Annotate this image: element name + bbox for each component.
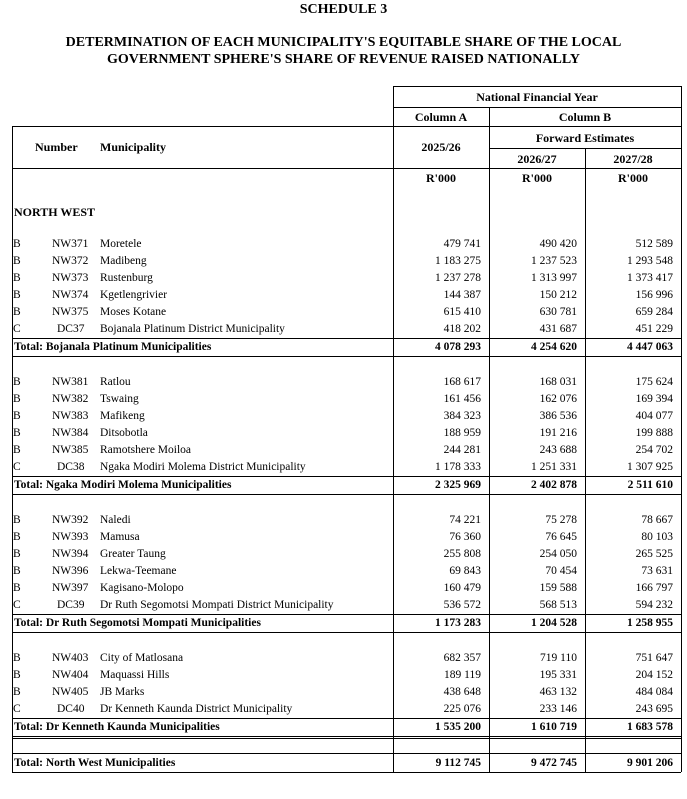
column-b1-value: 386 536 [539,410,577,422]
page-title-line-1: DETERMINATION OF EACH MUNICIPALITY'S EQUITABLE SHARE OF THE LOCAL [65,35,622,50]
column-b2-value: 243 695 [635,703,673,715]
column-b1-value: 490 420 [539,238,577,250]
column-b2-value: 169 394 [635,393,673,405]
column-a-value: 160 479 [443,582,481,594]
municipality-name-cell: Tswaing [100,393,139,405]
category-cell: B [13,531,21,543]
total-rule-bottom [12,632,681,633]
total-rule-top [12,476,681,477]
column-b1-value: 233 146 [539,703,577,715]
total-rule-bottom [12,356,681,357]
column-b2-value: 254 702 [635,444,673,456]
rule [12,126,13,772]
column-b1-value: 463 132 [539,686,577,698]
rule [489,107,490,772]
category-cell: B [13,669,21,681]
year-column-b2: 2027/28 [613,152,653,166]
municipality-name-cell: Ditsobotla [100,427,148,439]
column-b1-value: 168 031 [539,376,577,388]
number-cell: NW382 [52,393,89,405]
column-a-value: 255 808 [443,548,481,560]
category-cell: B [13,444,21,456]
forward-estimates-header: Forward Estimates [535,131,635,145]
column-b2-value: 659 284 [635,306,673,318]
rule [681,86,682,772]
column-a-value: 418 202 [443,323,481,335]
column-b1-value: 76 645 [545,531,577,543]
rule [393,86,681,87]
column-a-value: 225 076 [443,703,481,715]
municipality-name-cell: Madibeng [100,255,147,267]
column-a-value: 244 281 [443,444,481,456]
group-total-column-b2-value: 1 258 955 [627,617,673,629]
column-b1-value: 568 513 [539,599,577,611]
group-total-column-b1-value: 1 204 528 [531,617,577,629]
municipality-name-cell: Mafikeng [100,410,145,422]
number-cell: NW375 [52,306,89,318]
number-cell: NW394 [52,548,89,560]
category-cell: B [13,548,21,560]
municipality-name-cell: Greater Taung [100,548,166,560]
category-cell: B [13,238,21,250]
rule [12,126,681,127]
unit-column-a: R'000 [426,171,456,185]
category-cell: B [13,255,21,267]
column-b2-value: 1 373 417 [627,272,673,284]
number-cell: DC39 [57,599,85,611]
schedule-title: SCHEDULE 3 [299,2,388,17]
column-b1-value: 719 110 [540,652,577,664]
category-cell: B [13,306,21,318]
category-cell: B [13,514,21,526]
column-a-value: 438 648 [443,686,481,698]
column-b1-value: 75 278 [545,514,577,526]
rule [12,168,681,169]
column-b2-value: 78 667 [641,514,673,526]
column-b1-value: 254 050 [539,548,577,560]
category-cell: B [13,652,21,664]
column-b2-value: 204 152 [635,669,673,681]
municipality-name-cell: Mamusa [100,531,140,543]
column-a-value: 536 572 [443,599,481,611]
grand-total-column-b1-value: 9 472 745 [531,757,577,769]
number-cell: NW381 [52,376,89,388]
unit-column-b2: R'000 [618,171,648,185]
column-a-value: 168 617 [443,376,481,388]
column-b1-value: 1 237 523 [531,255,577,267]
municipality-name-cell: Dr Ruth Segomotsi Mompati District Municipality [100,599,334,611]
number-header: Number [35,140,78,154]
number-cell: NW403 [52,652,89,664]
municipality-name-cell: Naledi [100,514,131,526]
column-b-header: Column B [558,110,612,124]
group-total-column-a-value: 2 325 969 [435,479,481,491]
column-b1-value: 630 781 [539,306,577,318]
number-cell: NW374 [52,289,89,301]
municipality-name-cell: JB Marks [100,686,145,698]
column-b1-value: 1 313 997 [531,272,577,284]
group-total-column-a-value: 1 535 200 [435,721,481,733]
column-b2-value: 404 077 [635,410,673,422]
number-cell: NW372 [52,255,89,267]
column-a-value: 69 843 [449,565,481,577]
column-b2-value: 512 589 [635,238,673,250]
municipality-name-cell: Ratlou [100,376,131,388]
category-cell: C [13,703,21,715]
number-cell: DC40 [57,703,85,715]
group-total-column-a-value: 4 078 293 [435,341,481,353]
group-total-column-b1-value: 2 402 878 [531,479,577,491]
municipality-header: Municipality [100,140,167,154]
grand-total-column-b2-value: 9 901 206 [627,757,673,769]
category-cell: C [13,323,21,335]
grand-total-rule [12,753,681,754]
column-a-value: 188 959 [443,427,481,439]
category-cell: B [13,393,21,405]
group-total-label: Total: Ngaka Modiri Molema Municipalities [14,479,232,491]
number-cell: DC37 [57,323,85,335]
number-cell: NW404 [52,669,89,681]
column-a-value: 74 221 [449,514,481,526]
category-cell: B [13,565,21,577]
municipality-name-cell: Moses Kotane [100,306,167,318]
year-column-b1: 2026/27 [517,152,557,166]
group-total-label: Total: Bojanala Platinum Municipalities [14,341,212,353]
column-b2-value: 594 232 [635,599,673,611]
column-b1-value: 431 687 [539,323,577,335]
category-cell: B [13,410,21,422]
column-a-value: 479 741 [443,238,481,250]
total-rule-top [12,614,681,615]
column-b2-value: 265 525 [635,548,673,560]
column-b2-value: 199 888 [635,427,673,439]
municipality-name-cell: Bojanala Platinum District Municipality [100,323,285,335]
number-cell: NW393 [52,531,89,543]
table-bottom-rule [12,772,681,773]
municipality-name-cell: Ngaka Modiri Molema District Municipality [100,461,306,473]
column-a-value: 682 357 [443,652,481,664]
column-a-value: 189 119 [444,669,481,681]
number-cell: NW384 [52,427,89,439]
column-b2-value: 1 293 548 [627,255,673,267]
column-a-value: 144 387 [443,289,481,301]
group-total-column-b1-value: 4 254 620 [531,341,577,353]
rule [393,86,394,772]
group-total-column-b1-value: 1 610 719 [531,721,577,733]
category-cell: B [13,272,21,284]
municipality-name-cell: Kgetlengrivier [100,289,168,301]
number-cell: NW405 [52,686,89,698]
group-total-label: Total: Dr Ruth Segomotsi Mompati Municipalities [14,617,261,629]
number-cell: NW383 [52,410,89,422]
number-cell: NW392 [52,514,89,526]
column-b1-value: 243 688 [539,444,577,456]
number-cell: NW373 [52,272,89,284]
column-a-value: 384 323 [443,410,481,422]
column-b2-value: 73 631 [641,565,673,577]
column-b1-value: 191 216 [539,427,577,439]
column-a-value: 161 456 [443,393,481,405]
group-total-label: Total: Dr Kenneth Kaunda Municipalities [14,721,220,733]
column-a-value: 1 183 275 [435,255,481,267]
category-cell: B [13,686,21,698]
category-cell: B [13,376,21,388]
number-cell: DC38 [57,461,85,473]
column-b1-value: 1 251 331 [531,461,577,473]
group-total-column-a-value: 1 173 283 [435,617,481,629]
column-b2-value: 751 647 [635,652,673,664]
municipality-name-cell: Kagisano-Molopo [100,582,184,594]
column-b1-value: 162 076 [539,393,577,405]
page-title-line-2: GOVERNMENT SPHERE'S SHARE OF REVENUE RAISED NATIONALLY [107,52,580,67]
year-column-a: 2025/26 [421,140,461,154]
municipality-name-cell: Moretele [100,238,142,250]
column-b1-value: 195 331 [539,669,577,681]
category-cell: B [13,582,21,594]
total-rule-bottom [12,736,681,737]
municipality-name-cell: Lekwa-Teemane [100,565,177,577]
number-cell: NW371 [52,238,89,250]
category-cell: C [13,599,21,611]
total-rule-top [12,338,681,339]
grand-total-rule [12,738,681,739]
group-total-column-b2-value: 2 511 610 [627,479,673,491]
column-b2-value: 166 797 [635,582,673,594]
category-cell: C [13,461,21,473]
category-cell: B [13,427,21,439]
national-financial-year-header: National Financial Year [476,90,598,104]
rule [393,107,681,108]
total-rule-bottom [12,494,681,495]
column-b1-value: 150 212 [539,289,577,301]
municipality-name-cell: Rustenburg [100,272,153,284]
province-heading: NORTH WEST [14,205,96,219]
number-cell: NW396 [52,565,89,577]
column-a-value: 76 360 [449,531,481,543]
column-a-header: Column A [414,110,468,124]
municipality-name-cell: Ramotshere Moiloa [100,444,192,456]
column-b2-value: 156 996 [635,289,673,301]
column-b2-value: 175 624 [635,376,673,388]
number-cell: NW385 [52,444,89,456]
column-a-value: 1 237 278 [435,272,481,284]
number-cell: NW397 [52,582,89,594]
group-total-column-b2-value: 4 447 063 [627,341,673,353]
column-b1-value: 159 588 [539,582,577,594]
column-b2-value: 80 103 [641,531,673,543]
grand-total-label: Total: North West Municipalities [14,757,176,769]
municipality-name-cell: City of Matlosana [100,652,184,664]
unit-column-b1: R'000 [522,171,552,185]
column-a-value: 615 410 [443,306,481,318]
column-a-value: 1 178 333 [435,461,481,473]
category-cell: B [13,289,21,301]
total-rule-top [12,718,681,719]
column-b2-value: 484 084 [635,686,673,698]
column-b2-value: 451 229 [635,323,673,335]
grand-total-column-a-value: 9 112 745 [435,757,481,769]
column-b2-value: 1 307 925 [627,461,673,473]
municipality-name-cell: Dr Kenneth Kaunda District Municipality [100,703,293,715]
rule [585,148,586,772]
group-total-column-b2-value: 1 683 578 [627,721,673,733]
column-b1-value: 70 454 [545,565,577,577]
municipality-name-cell: Maquassi Hills [100,669,170,681]
